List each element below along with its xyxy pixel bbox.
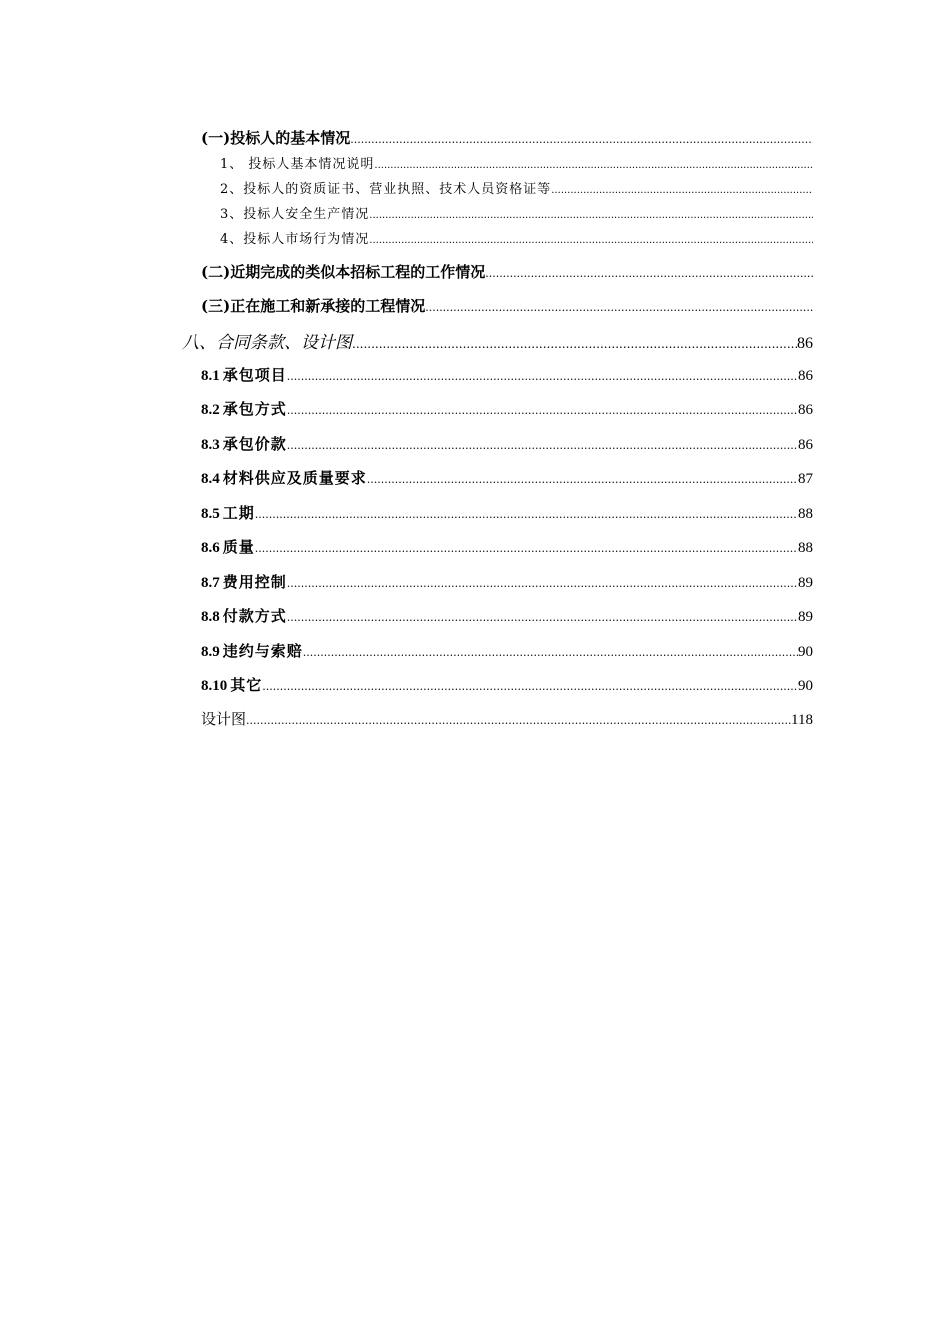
- section-title: 其它: [230, 676, 263, 694]
- section-title: 承包方式: [222, 400, 287, 418]
- toc-entry-section-8-9[interactable]: [201, 640, 813, 664]
- toc-page-number: 86: [798, 437, 813, 453]
- section-title: 承包价款: [222, 435, 287, 453]
- toc-page-number: 118: [791, 712, 813, 728]
- section-number: 8.5: [201, 506, 220, 522]
- section-title: 付款方式: [222, 607, 287, 625]
- toc-entry-bidder-basic-info[interactable]: [201, 127, 813, 149]
- dot-leader: [369, 210, 813, 221]
- toc-page-number: 90: [798, 644, 813, 660]
- toc-page-number: 89: [798, 575, 813, 591]
- dot-leader: [369, 235, 813, 246]
- toc-entry-label: 1、 投标人基本情况说明: [220, 157, 375, 172]
- toc-entry-label: 设计图: [201, 710, 247, 728]
- toc-entry-chapter-8[interactable]: [182, 328, 813, 354]
- dot-leader: [287, 404, 798, 417]
- toc-page-number: 89: [798, 609, 813, 625]
- toc-entry-bidder-safety[interactable]: [220, 203, 813, 223]
- section-number: 8.7: [201, 575, 220, 591]
- section-title: 费用控制: [222, 573, 287, 591]
- dot-leader: [352, 337, 797, 351]
- section-number: 8.6: [201, 540, 220, 556]
- dot-leader: [425, 301, 813, 314]
- toc-entry-bidder-market-conduct[interactable]: [220, 228, 813, 248]
- toc-entry-section-8-2[interactable]: [201, 398, 813, 422]
- toc-entry-section-8-6[interactable]: [201, 536, 813, 560]
- toc-entry-recent-similar-projects[interactable]: [201, 261, 813, 283]
- section-title: 工期: [222, 504, 255, 522]
- section-title: 质量: [222, 538, 255, 556]
- dot-leader: [374, 160, 813, 171]
- toc-entry-label: 4、投标人市场行为情况: [220, 232, 370, 247]
- dot-leader: [246, 714, 791, 727]
- toc-entry-label: 八、合同条款、设计图: [182, 333, 352, 353]
- toc-page-number: 88: [798, 540, 813, 556]
- toc-page-number: 90: [798, 678, 813, 694]
- toc-entry-ongoing-projects[interactable]: [201, 295, 813, 317]
- section-number: 8.1: [201, 368, 220, 384]
- toc-page-number: 88: [798, 506, 813, 522]
- dot-leader: [350, 133, 813, 146]
- section-number: 8.2: [201, 402, 220, 418]
- section-title: 违约与索赔: [222, 642, 303, 660]
- toc-entry-section-8-3[interactable]: [201, 433, 813, 457]
- dot-leader: [255, 508, 798, 521]
- dot-leader: [255, 542, 798, 555]
- dot-leader: [551, 185, 813, 196]
- section-number: 8.9: [201, 644, 220, 660]
- dot-leader: [287, 370, 798, 383]
- toc-page-number: 86: [798, 368, 813, 384]
- toc-entry-label: (三)正在施工和新承接的工程情况: [201, 297, 426, 315]
- toc-entry-section-8-5[interactable]: [201, 502, 813, 526]
- section-number: 8.10: [201, 678, 228, 694]
- toc-entry-bidder-certificates[interactable]: [220, 178, 813, 198]
- dot-leader: [287, 611, 798, 624]
- section-title: 材料供应及质量要求: [222, 469, 367, 487]
- dot-leader: [262, 680, 798, 693]
- toc-entry-section-8-7[interactable]: [201, 571, 813, 595]
- section-number: 8.4: [201, 471, 220, 487]
- toc-entry-section-8-1[interactable]: [201, 364, 813, 388]
- toc-page-number: 86: [797, 335, 813, 352]
- toc-page-number: 87: [798, 471, 813, 487]
- toc-entry-label: 3、投标人安全生产情况: [220, 207, 370, 222]
- toc-entry-design-drawings[interactable]: [201, 708, 813, 732]
- toc-entry-section-8-8[interactable]: [201, 605, 813, 629]
- dot-leader: [287, 577, 798, 590]
- toc-entry-label: (一)投标人的基本情况: [201, 129, 351, 147]
- dot-leader: [367, 473, 798, 486]
- dot-leader: [287, 439, 798, 452]
- section-number: 8.3: [201, 437, 220, 453]
- dot-leader: [485, 267, 813, 280]
- section-number: 8.8: [201, 609, 220, 625]
- toc-entry-label: 2、投标人的资质证书、营业执照、技术人员资格证等: [220, 182, 552, 197]
- section-title: 承包项目: [222, 366, 287, 384]
- toc-entry-bidder-info-description[interactable]: [220, 153, 813, 173]
- toc-entry-section-8-10[interactable]: [201, 674, 813, 698]
- toc-entry-section-8-4[interactable]: [201, 467, 813, 491]
- dot-leader: [303, 646, 798, 659]
- toc-page-number: 86: [798, 402, 813, 418]
- toc-entry-label: (二)近期完成的类似本招标工程的工作情况: [201, 263, 486, 281]
